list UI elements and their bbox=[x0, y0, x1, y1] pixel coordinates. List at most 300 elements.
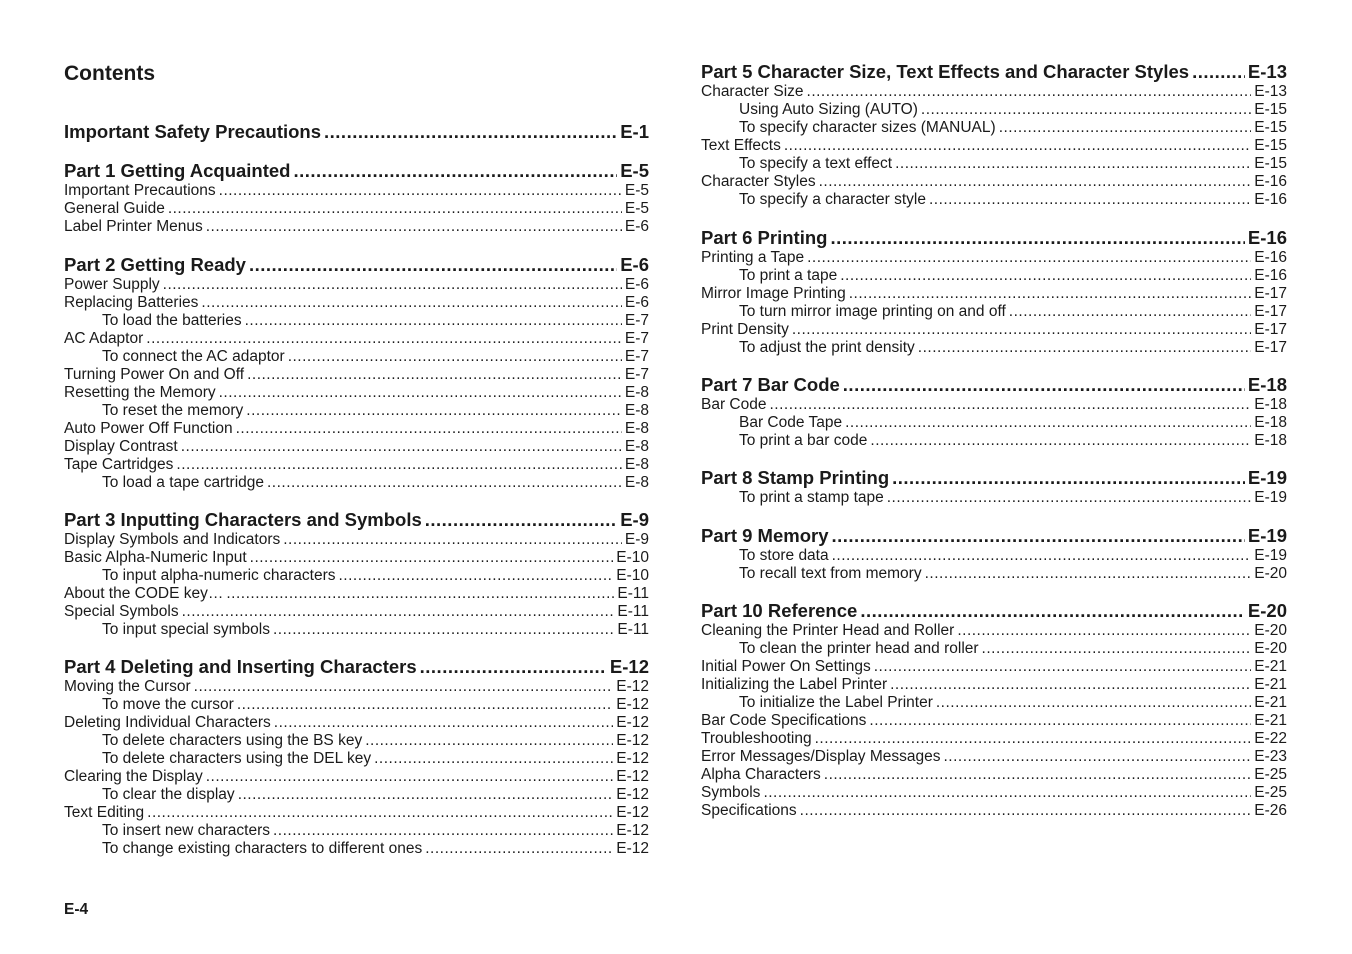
toc-entry-page: E-6 bbox=[624, 276, 649, 293]
toc-entry-page: E-21 bbox=[1254, 712, 1287, 729]
toc-subentry[interactable] bbox=[701, 155, 1287, 173]
toc-entry-page: E-17 bbox=[1254, 321, 1287, 338]
toc-entry-title: To adjust the print density bbox=[739, 339, 915, 356]
toc-entry-page: E-12 bbox=[616, 786, 649, 803]
toc-subentry[interactable] bbox=[64, 732, 649, 750]
dot-leader bbox=[769, 396, 1251, 414]
toc-entry-title: Basic Alpha-Numeric Input bbox=[64, 549, 247, 566]
dot-leader bbox=[815, 730, 1252, 748]
toc-entry-page: E-16 bbox=[1254, 191, 1287, 208]
toc-subentry[interactable] bbox=[64, 750, 649, 768]
toc-section bbox=[701, 227, 1287, 357]
toc-entry-title: Label Printer Menus bbox=[64, 218, 203, 235]
toc-entry[interactable] bbox=[64, 200, 649, 218]
toc-entry-page: E-12 bbox=[616, 840, 649, 857]
toc-entry-title: AC Adaptor bbox=[64, 330, 144, 347]
dot-leader bbox=[845, 414, 1251, 432]
dot-leader bbox=[784, 137, 1251, 155]
dot-leader bbox=[869, 712, 1251, 730]
toc-entry-title: Resetting the Memory bbox=[64, 384, 216, 401]
toc-entry-title: To turn mirror image printing on and off bbox=[739, 303, 1006, 320]
toc-entry-page: E-17 bbox=[1254, 285, 1287, 302]
toc-entry[interactable] bbox=[701, 321, 1287, 339]
toc-subentry[interactable] bbox=[701, 640, 1287, 658]
dot-leader bbox=[832, 525, 1245, 547]
toc-entry-page: E-8 bbox=[624, 474, 649, 491]
toc-entry[interactable] bbox=[701, 676, 1287, 694]
toc-subentry[interactable] bbox=[64, 621, 649, 639]
dot-leader bbox=[338, 567, 613, 585]
toc-entry-title: Replacing Batteries bbox=[64, 294, 199, 311]
toc-entry-page: E-26 bbox=[1254, 802, 1287, 819]
dot-leader bbox=[274, 714, 613, 732]
toc-entry-title: To input alpha-numeric characters bbox=[102, 567, 336, 584]
toc-entry-title: To specify character sizes (MANUAL) bbox=[739, 119, 996, 136]
toc-entry-title: General Guide bbox=[64, 200, 165, 217]
toc-entry[interactable] bbox=[64, 438, 649, 456]
toc-entry-page: E-6 bbox=[624, 294, 649, 311]
dot-leader bbox=[237, 696, 613, 714]
toc-entry[interactable] bbox=[701, 285, 1287, 303]
toc-subentry[interactable] bbox=[701, 694, 1287, 712]
toc-entry[interactable] bbox=[701, 249, 1287, 267]
toc-entry-page: E-19 bbox=[1247, 525, 1287, 546]
toc-entry[interactable] bbox=[64, 768, 649, 786]
toc-entry-page: E-11 bbox=[617, 603, 649, 620]
dot-leader bbox=[273, 822, 613, 840]
toc-entry[interactable] bbox=[701, 748, 1287, 766]
toc-entry-title: Part 1 Getting Acquainted bbox=[64, 160, 291, 181]
dot-leader bbox=[194, 678, 614, 696]
dot-leader bbox=[267, 474, 622, 492]
toc-entry-page: E-9 bbox=[624, 531, 649, 548]
toc-entry[interactable] bbox=[701, 802, 1287, 820]
toc-entry-title: To print a tape bbox=[739, 267, 838, 284]
dot-leader bbox=[819, 173, 1252, 191]
toc-entry-page: E-5 bbox=[620, 160, 649, 181]
toc-entry-page: E-25 bbox=[1254, 784, 1287, 801]
toc-entry-title: To reset the memory bbox=[102, 402, 244, 419]
toc-entry-page: E-18 bbox=[1254, 396, 1287, 413]
toc-entry[interactable] bbox=[701, 173, 1287, 191]
dot-leader bbox=[246, 402, 622, 420]
toc-entry-title: To initialize the Label Printer bbox=[739, 694, 933, 711]
dot-leader bbox=[181, 438, 622, 456]
toc-subentry[interactable] bbox=[701, 101, 1287, 119]
toc-entry-page: E-11 bbox=[617, 585, 649, 602]
toc-entry[interactable] bbox=[64, 276, 649, 294]
dot-leader bbox=[1009, 303, 1251, 321]
toc-entry-page: E-20 bbox=[1254, 622, 1287, 639]
toc-entry-page: E-5 bbox=[624, 182, 649, 199]
dot-leader bbox=[943, 748, 1251, 766]
toc-entry-title: Initializing the Label Printer bbox=[701, 676, 888, 693]
toc-part-heading[interactable] bbox=[701, 525, 1287, 547]
toc-entry-page: E-17 bbox=[1254, 303, 1287, 320]
toc-entry-title: Important Safety Precautions bbox=[64, 121, 322, 142]
toc-entry-page: E-21 bbox=[1254, 676, 1287, 693]
toc-subentry[interactable] bbox=[701, 191, 1287, 209]
page-title: Contents bbox=[64, 62, 155, 85]
toc-entry-title: Using Auto Sizing (AUTO) bbox=[739, 101, 918, 118]
toc-section bbox=[701, 525, 1287, 583]
toc-entry-page: E-12 bbox=[616, 732, 649, 749]
toc-entry-page: E-15 bbox=[1254, 137, 1287, 154]
toc-entry-page: E-8 bbox=[624, 384, 649, 401]
toc-entry-page: E-12 bbox=[616, 750, 649, 767]
dot-leader bbox=[247, 366, 622, 384]
toc-entry-title: To print a stamp tape bbox=[739, 489, 884, 506]
toc-entry-title: Bar Code Tape bbox=[739, 414, 843, 431]
toc-entry-page: E-6 bbox=[620, 254, 649, 275]
toc-entry-page: E-9 bbox=[620, 509, 649, 530]
dot-leader bbox=[147, 804, 613, 822]
toc-entry[interactable] bbox=[64, 585, 649, 603]
toc-entry-title: To connect the AC adaptor bbox=[102, 348, 285, 365]
toc-entry-title: Part 6 Printing bbox=[701, 227, 828, 248]
toc-section bbox=[64, 160, 649, 236]
dot-leader bbox=[250, 549, 614, 567]
toc-entry-page: E-12 bbox=[616, 804, 649, 821]
dot-leader bbox=[236, 420, 622, 438]
toc-entry-title: To load the batteries bbox=[102, 312, 242, 329]
toc-entry[interactable] bbox=[64, 531, 649, 549]
toc-entry-page: E-20 bbox=[1247, 600, 1287, 621]
toc-part-heading[interactable] bbox=[701, 61, 1287, 83]
dot-leader bbox=[146, 330, 622, 348]
toc-entry-page: E-6 bbox=[624, 218, 649, 235]
toc-part-heading[interactable] bbox=[64, 160, 649, 182]
toc-entry-page: E-18 bbox=[1254, 414, 1287, 431]
toc-entry-title: Tape Cartridges bbox=[64, 456, 174, 473]
dot-leader bbox=[168, 200, 622, 218]
toc-entry-title: To load a tape cartridge bbox=[102, 474, 264, 491]
toc-subentry[interactable] bbox=[701, 119, 1287, 137]
toc-subentry[interactable] bbox=[701, 489, 1287, 507]
toc-entry-title: Auto Power Off Function bbox=[64, 420, 233, 437]
dot-leader bbox=[420, 656, 607, 678]
dot-leader bbox=[921, 101, 1251, 119]
toc-entry-title: Part 10 Reference bbox=[701, 600, 858, 621]
toc-entry-title: Character Styles bbox=[701, 173, 816, 190]
dot-leader bbox=[824, 766, 1251, 784]
dot-leader bbox=[887, 489, 1252, 507]
dot-leader bbox=[425, 509, 617, 531]
toc-entry-title: To insert new characters bbox=[102, 822, 270, 839]
toc-subentry[interactable] bbox=[64, 348, 649, 366]
toc-entry-title: Printing a Tape bbox=[701, 249, 805, 266]
toc-entry-title: Text Editing bbox=[64, 804, 145, 821]
toc-entry-page: E-12 bbox=[609, 656, 649, 677]
toc-subentry[interactable] bbox=[64, 696, 649, 714]
toc-entry[interactable] bbox=[701, 712, 1287, 730]
toc-entry[interactable] bbox=[64, 182, 649, 200]
toc-entry-page: E-16 bbox=[1254, 173, 1287, 190]
dot-leader bbox=[982, 640, 1252, 658]
toc-section bbox=[64, 509, 649, 639]
toc-entry[interactable] bbox=[64, 420, 649, 438]
toc-subentry[interactable] bbox=[64, 567, 649, 585]
toc-entry-page: E-15 bbox=[1254, 101, 1287, 118]
toc-entry-page: E-15 bbox=[1254, 155, 1287, 172]
dot-leader bbox=[890, 676, 1251, 694]
toc-entry-title: Bar Code Specifications bbox=[701, 712, 867, 729]
dot-leader bbox=[425, 840, 613, 858]
dot-leader bbox=[206, 218, 622, 236]
dot-leader bbox=[226, 585, 614, 603]
toc-entry-page: E-18 bbox=[1254, 432, 1287, 449]
dot-leader bbox=[201, 294, 621, 312]
toc-entry[interactable] bbox=[64, 366, 649, 384]
toc-entry-title: Part 4 Deleting and Inserting Characters bbox=[64, 656, 417, 677]
toc-entry-title: To clean the printer head and roller bbox=[739, 640, 979, 657]
toc-entry-page: E-10 bbox=[616, 549, 649, 566]
toc-subentry[interactable] bbox=[64, 840, 649, 858]
toc-section bbox=[64, 254, 649, 492]
dot-leader bbox=[365, 732, 613, 750]
toc-entry-title: Alpha Characters bbox=[701, 766, 821, 783]
toc-entry-title: Important Precautions bbox=[64, 182, 216, 199]
toc-entry-page: E-23 bbox=[1254, 748, 1287, 765]
toc-entry-title: Mirror Image Printing bbox=[701, 285, 846, 302]
toc-entry-title: Part 9 Memory bbox=[701, 525, 829, 546]
toc-entry-page: E-13 bbox=[1247, 61, 1287, 82]
toc-subentry[interactable] bbox=[701, 432, 1287, 450]
toc-subentry[interactable] bbox=[701, 267, 1287, 285]
toc-entry-title: To input special symbols bbox=[102, 621, 270, 638]
toc-entry[interactable] bbox=[701, 622, 1287, 640]
toc-entry-page: E-19 bbox=[1254, 489, 1287, 506]
dot-leader bbox=[918, 339, 1251, 357]
toc-entry-title: To store data bbox=[739, 547, 829, 564]
toc-section bbox=[64, 121, 649, 143]
toc-entry-title: Cleaning the Printer Head and Roller bbox=[701, 622, 955, 639]
toc-entry-page: E-17 bbox=[1254, 339, 1287, 356]
page-number: E-4 bbox=[64, 901, 89, 918]
toc-entry-title: Bar Code bbox=[701, 396, 767, 413]
toc-entry-title: Display Symbols and Indicators bbox=[64, 531, 281, 548]
toc-entry-title: Turning Power On and Off bbox=[64, 366, 245, 383]
toc-entry-page: E-12 bbox=[616, 696, 649, 713]
toc-entry-page: E-13 bbox=[1254, 83, 1287, 100]
toc-entry-title: To move the cursor bbox=[102, 696, 234, 713]
toc-entry-page: E-12 bbox=[616, 822, 649, 839]
dot-leader bbox=[374, 750, 613, 768]
dot-leader bbox=[324, 121, 617, 143]
toc-entry[interactable] bbox=[64, 678, 649, 696]
toc-entry-page: E-8 bbox=[624, 438, 649, 455]
dot-leader bbox=[283, 531, 622, 549]
toc-part-heading[interactable] bbox=[701, 227, 1287, 249]
toc-entry-page: E-10 bbox=[616, 567, 649, 584]
toc-section bbox=[64, 656, 649, 858]
toc-part-heading[interactable] bbox=[701, 374, 1287, 396]
toc-entry-title: Part 7 Bar Code bbox=[701, 374, 840, 395]
toc-entry-page: E-16 bbox=[1247, 227, 1287, 248]
dot-leader bbox=[870, 432, 1251, 450]
toc-entry-title: Symbols bbox=[701, 784, 761, 801]
toc-subentry[interactable] bbox=[701, 414, 1287, 432]
toc-entry-page: E-7 bbox=[624, 366, 649, 383]
dot-leader bbox=[832, 547, 1252, 565]
toc-entry-title: To change existing characters to different ones bbox=[102, 840, 423, 857]
toc-entry-title: To specify a character style bbox=[739, 191, 926, 208]
toc-entry-title: Initial Power On Settings bbox=[701, 658, 871, 675]
toc-entry-page: E-16 bbox=[1254, 267, 1287, 284]
toc-entry-title: Specifications bbox=[701, 802, 797, 819]
toc-entry-page: E-21 bbox=[1254, 694, 1287, 711]
dot-leader bbox=[843, 374, 1245, 396]
toc-entry[interactable] bbox=[701, 396, 1287, 414]
dot-leader bbox=[763, 784, 1251, 802]
toc-entry-page: E-12 bbox=[616, 678, 649, 695]
toc-part-heading[interactable] bbox=[701, 467, 1287, 489]
toc-subentry[interactable] bbox=[701, 547, 1287, 565]
toc-entry[interactable] bbox=[64, 218, 649, 236]
dot-leader bbox=[245, 312, 622, 330]
dot-leader bbox=[1192, 61, 1245, 83]
toc-entry-title: To specify a text effect bbox=[739, 155, 893, 172]
toc-entry-title: To delete characters using the BS key bbox=[102, 732, 363, 749]
toc-entry[interactable] bbox=[64, 549, 649, 567]
dot-leader bbox=[807, 83, 1252, 101]
dot-leader bbox=[840, 267, 1251, 285]
toc-entry-title: To delete characters using the DEL key bbox=[102, 750, 372, 767]
dot-leader bbox=[957, 622, 1251, 640]
toc-entry[interactable] bbox=[701, 658, 1287, 676]
toc-entry[interactable] bbox=[64, 714, 649, 732]
toc-entry-title: Part 5 Character Size, Text Effects and Character Styles bbox=[701, 61, 1190, 82]
dot-leader bbox=[892, 467, 1245, 489]
toc-entry-page: E-12 bbox=[616, 768, 649, 785]
toc-entry-page: E-1 bbox=[620, 121, 649, 142]
toc-entry-page: E-8 bbox=[624, 456, 649, 473]
toc-entry[interactable] bbox=[64, 804, 649, 822]
toc-section bbox=[701, 467, 1287, 507]
toc-entry-title: Deleting Individual Characters bbox=[64, 714, 271, 731]
dot-leader bbox=[936, 694, 1251, 712]
toc-entry-title: Error Messages/Display Messages bbox=[701, 748, 941, 765]
toc-subentry[interactable] bbox=[64, 402, 649, 420]
toc-subentry[interactable] bbox=[64, 786, 649, 804]
dot-leader bbox=[800, 802, 1252, 820]
dot-leader bbox=[792, 321, 1251, 339]
toc-entry-title: Power Supply bbox=[64, 276, 160, 293]
toc-entry-page: E-22 bbox=[1254, 730, 1287, 747]
dot-leader bbox=[874, 658, 1252, 676]
toc-entry-page: E-19 bbox=[1247, 467, 1287, 488]
toc-entry-title: To clear the display bbox=[102, 786, 235, 803]
toc-entry[interactable] bbox=[701, 730, 1287, 748]
toc-subentry[interactable] bbox=[64, 312, 649, 330]
dot-leader bbox=[293, 160, 617, 182]
toc-entry-page: E-19 bbox=[1254, 547, 1287, 564]
dot-leader bbox=[288, 348, 622, 366]
toc-entry-page: E-7 bbox=[624, 348, 649, 365]
toc-entry-page: E-11 bbox=[617, 621, 649, 638]
toc-entry-title: Part 2 Getting Ready bbox=[64, 254, 246, 275]
toc-entry-title: Troubleshooting bbox=[701, 730, 812, 747]
toc-entry-page: E-7 bbox=[624, 312, 649, 329]
toc-entry-title: Clearing the Display bbox=[64, 768, 203, 785]
toc-entry-title: Display Contrast bbox=[64, 438, 178, 455]
toc-subentry[interactable] bbox=[701, 303, 1287, 321]
toc-entry-page: E-5 bbox=[624, 200, 649, 217]
toc-entry-title: Text Effects bbox=[701, 137, 781, 154]
toc-section bbox=[701, 374, 1287, 450]
dot-leader bbox=[925, 565, 1252, 583]
dot-leader bbox=[999, 119, 1252, 137]
toc-part-heading[interactable] bbox=[64, 656, 649, 678]
toc-entry-page: E-16 bbox=[1254, 249, 1287, 266]
toc-part-heading[interactable] bbox=[64, 121, 649, 143]
toc-entry[interactable] bbox=[701, 766, 1287, 784]
toc-entry-page: E-15 bbox=[1254, 119, 1287, 136]
dot-leader bbox=[219, 182, 622, 200]
dot-leader bbox=[219, 384, 622, 402]
toc-entry[interactable] bbox=[64, 603, 649, 621]
toc-entry-title: Part 8 Stamp Printing bbox=[701, 467, 890, 488]
toc-entry[interactable] bbox=[64, 294, 649, 312]
toc-entry[interactable] bbox=[64, 456, 649, 474]
toc-subentry[interactable] bbox=[701, 339, 1287, 357]
dot-leader bbox=[206, 768, 614, 786]
dot-leader bbox=[807, 249, 1251, 267]
toc-entry-title: About the CODE key… bbox=[64, 585, 224, 602]
dot-leader bbox=[849, 285, 1252, 303]
toc-part-heading[interactable] bbox=[64, 509, 649, 531]
toc-entry-title: To print a bar code bbox=[739, 432, 868, 449]
dot-leader bbox=[163, 276, 622, 294]
toc-entry-page: E-7 bbox=[624, 330, 649, 347]
toc-subentry[interactable] bbox=[64, 822, 649, 840]
toc-subentry[interactable] bbox=[64, 474, 649, 492]
dot-leader bbox=[929, 191, 1251, 209]
dot-leader bbox=[176, 456, 621, 474]
toc-entry-title: Part 3 Inputting Characters and Symbols bbox=[64, 509, 422, 530]
toc-entry-title: Special Symbols bbox=[64, 603, 179, 620]
dot-leader bbox=[249, 254, 617, 276]
toc-section bbox=[701, 61, 1287, 209]
toc-entry-title: Moving the Cursor bbox=[64, 678, 191, 695]
toc-entry[interactable] bbox=[701, 83, 1287, 101]
toc-entry-title: Print Density bbox=[701, 321, 789, 338]
toc-entry-title: Character Size bbox=[701, 83, 804, 100]
toc-section bbox=[701, 600, 1287, 820]
toc-entry-page: E-8 bbox=[624, 402, 649, 419]
toc-part-heading[interactable] bbox=[701, 600, 1287, 622]
toc-entry-page: E-21 bbox=[1254, 658, 1287, 675]
toc-entry-title: To recall text from memory bbox=[739, 565, 922, 582]
toc-entry[interactable] bbox=[701, 784, 1287, 802]
dot-leader bbox=[895, 155, 1251, 173]
toc-entry-page: E-25 bbox=[1254, 766, 1287, 783]
toc-part-heading[interactable] bbox=[64, 254, 649, 276]
toc-entry-page: E-20 bbox=[1254, 640, 1287, 657]
dot-leader bbox=[273, 621, 614, 639]
dot-leader bbox=[830, 227, 1244, 249]
dot-leader bbox=[238, 786, 614, 804]
toc-entry[interactable] bbox=[701, 137, 1287, 155]
dot-leader bbox=[182, 603, 615, 621]
toc-entry[interactable] bbox=[64, 384, 649, 402]
toc-entry-page: E-20 bbox=[1254, 565, 1287, 582]
toc-entry-page: E-8 bbox=[624, 420, 649, 437]
toc-entry-page: E-18 bbox=[1247, 374, 1287, 395]
toc-entry[interactable] bbox=[64, 330, 649, 348]
toc-subentry[interactable] bbox=[701, 565, 1287, 583]
toc-entry-page: E-12 bbox=[616, 714, 649, 731]
